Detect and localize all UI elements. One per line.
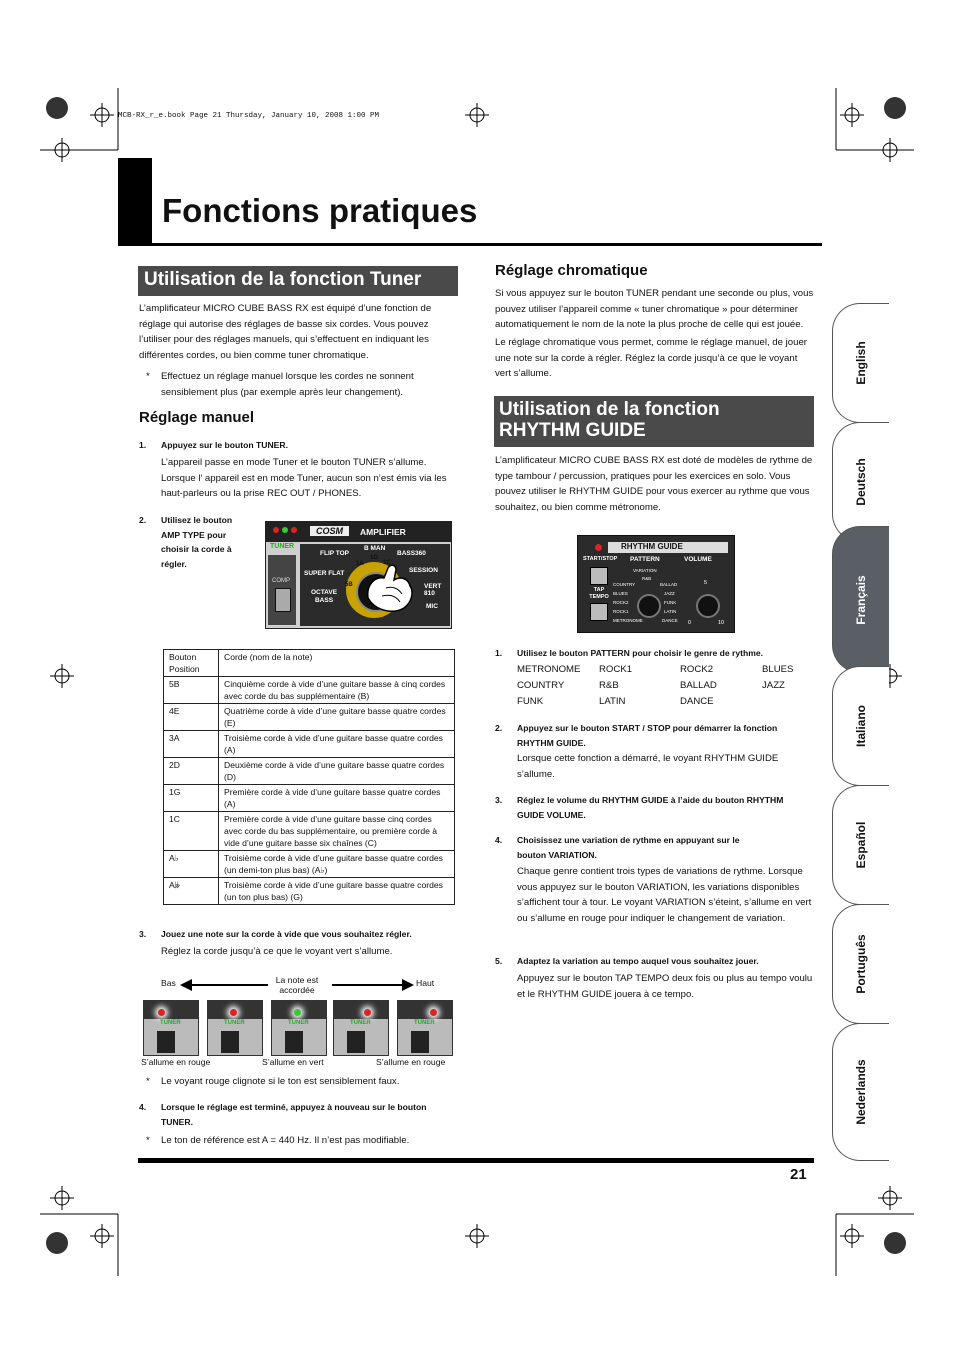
amp-session: SESSION: [409, 567, 438, 574]
cosm-logo: COSM: [310, 526, 349, 536]
tab-espanol-label: Español: [854, 821, 868, 869]
table-cell-position: 5B: [164, 677, 219, 704]
table-cell-string: Troisième corde à vide d’une guitare basse quatre cordes (A): [219, 731, 455, 758]
table-cell-string: Cinquième corde à vide d’une guitare basse à cinq cordes avec corde du bas supplémentaire (B): [219, 677, 455, 704]
tuner-small-label: TUNER: [160, 1020, 181, 1026]
r-step4-title: Choisissez une variation de rythme en appuyant sur le bouton VARIATION.: [517, 835, 740, 860]
rhythm-p1: L’amplificateur MICRO CUBE BASS RX est doté de modèles de rythme de type tambour / percussion, pratiques pour les exercices en solo. Vous pouvez utiliser le RHYTHM GUIDE pour vous exercer au rythme que vous souhaitez, ou bien comme métronome.: [495, 455, 813, 513]
footer-rule: [138, 1158, 814, 1163]
tuner-intro: L’amplificateur MICRO CUBE BASS RX est équipé d’une fonction de réglage qui autorise des réglages de basse six cordes. Vous pouvez l’utiliser pour des réglages manuels, qui s’effectuent en indiquant les différentes cordes, ou bien comme tuner chromatique.: [139, 303, 432, 361]
step3-number: 3.: [139, 929, 147, 939]
table-cell-position: 2D: [164, 758, 219, 785]
table-cell-string: Deuxième corde à vide d’une guitare basse quatre cordes (D): [219, 758, 455, 785]
chromatic-heading: Réglage chromatique: [495, 262, 648, 279]
tab-english-label: English: [854, 341, 868, 385]
tab-francais-label: Français: [854, 574, 868, 625]
label-red-left: S’allume en rouge: [141, 1057, 211, 1067]
tuner-small-label: TUNER: [350, 1020, 371, 1026]
table-row: [164, 758, 455, 785]
rhythm-rock1: ROCK1: [613, 609, 629, 614]
volume-knob: [696, 594, 720, 618]
genre-item: DANCE: [680, 696, 714, 707]
rhythm-dance: DANCE: [662, 618, 678, 623]
r-step1-number: 1.: [495, 648, 503, 658]
arrow-right-icon: [332, 978, 414, 992]
label-bas: Bas: [161, 978, 176, 988]
table-row: [164, 812, 455, 851]
chromatic-p2: Le réglage chromatique vous permet, comme le réglage manuel, de jouer une note sur la corde à régler. Réglez la corde jusqu’à ce que le voyant vert s’allume.: [495, 337, 807, 379]
step1-number: 1.: [139, 440, 147, 450]
table-row: [164, 731, 455, 758]
r-step5-body: Appuyez sur le bouton TAP TEMPO deux fois ou plus au tempo voulu et le RHYTHM GUIDE jouera à ce tempo.: [517, 973, 813, 1000]
table-cell-string: Troisième corde à vide d’une guitare basse quatre cordes (un demi-ton plus bas) (A♭): [219, 851, 455, 878]
rhythm-panel-illustration: [577, 535, 735, 633]
table-cell-position: 1C: [164, 812, 219, 851]
table-cell-position: 4E: [164, 704, 219, 731]
rhythm-heading-line2: RHYTHM GUIDE: [499, 420, 646, 441]
led-red: [273, 527, 279, 533]
led-red-lit: [158, 1009, 165, 1016]
tap-tempo-button: [590, 603, 608, 621]
label-haut: Haut: [416, 978, 435, 988]
step3-body: Réglez la corde jusqu’à ce que le voyant vert s’allume.: [161, 946, 393, 957]
amp-b-man: B MAN: [364, 545, 386, 552]
tab-nederlands[interactable]: [832, 1023, 889, 1161]
arrow-left-icon: [180, 978, 270, 992]
table-cell-position: A♭: [164, 851, 219, 878]
r-step4-body: Chaque genre contient trois types de variations de rythme. Lorsque vous appuyez sur le bouton VARIATION, les variations disponibles s’affichent tour à tour. Le voyant VARIATION s’éteint, s’allume en vert ou s’allume en rouge pour indiquer le changement de variation.: [517, 866, 812, 924]
rhythm-latin: LATIN: [664, 609, 677, 614]
tuner-note1: Effectuez un réglage manuel lorsque les cordes ne sonnent sensiblement plus (par exemple après leur changement).: [161, 371, 414, 398]
genre-item: ROCK2: [680, 664, 714, 675]
table-cell-position: A𝄫: [164, 878, 219, 905]
volume-10: 10: [718, 620, 725, 626]
header-slug: MCB-RX_r_e.book Page 21 Thursday, January 10, 2008 1:00 PM: [118, 112, 380, 120]
table-cell-string: Première corde à vide d’une guitare basse cinq cordes avec corde du bas supplémentaire, ou première corde à vide d’une guitare basse six chaînes (C): [219, 812, 455, 851]
genre-item: JAZZ: [762, 680, 785, 691]
r-step5-title: Adaptez la variation au tempo auquel vous souhaitez jouer.: [517, 956, 759, 966]
tuner-small-label: TUNER: [288, 1020, 309, 1026]
rhythm-title: RHYTHM GUIDE: [621, 542, 683, 551]
amp-flip-top: FLIP TOP: [320, 550, 350, 557]
rhythm-metronome: METRONOME: [613, 618, 643, 623]
pattern-knob: [637, 594, 661, 618]
rhythm-blues: BLUES: [613, 591, 628, 596]
r-step3-number: 3.: [495, 795, 503, 805]
step2-title: Utilisez le bouton AMP TYPE pour choisir la corde à régler.: [161, 515, 233, 569]
tuner-label: TUNER: [270, 543, 295, 550]
tab-espanol[interactable]: [832, 785, 889, 905]
tuner-state-1: [143, 1000, 199, 1056]
rhythm-heading: [494, 396, 814, 447]
table-row: [164, 878, 455, 905]
tuner-state-3: [271, 1000, 327, 1056]
rhythm-pattern: PATTERN: [630, 556, 660, 563]
tuner-note2: Le voyant rouge clignote si le ton est sensiblement faux.: [161, 1076, 400, 1087]
rhythm-jazz: JAZZ: [664, 591, 675, 596]
rhythm-rb: R&B: [642, 576, 652, 581]
label-red-right: S’allume en rouge: [376, 1057, 446, 1067]
tuner-state-4: [333, 1000, 389, 1056]
comp-button: [275, 588, 291, 612]
manual-heading: Réglage manuel: [139, 409, 255, 426]
tab-portugues-label: Português: [854, 934, 868, 994]
tuner-note1-bullet: *: [146, 371, 150, 382]
rhythm-volume: VOLUME: [684, 556, 712, 563]
page-number: 21: [790, 1166, 807, 1183]
table-row: [164, 851, 455, 878]
table-cell-string: Quatrième corde à vide d’une guitare basse quatre cordes (E): [219, 704, 455, 731]
rhythm-variation: VARIATION: [633, 568, 657, 573]
amplifier-label: AMPLIFIER: [360, 527, 406, 537]
amp-panel-illustration: [265, 521, 452, 629]
r-step2-number: 2.: [495, 723, 503, 733]
genre-item: R&B: [599, 680, 619, 691]
tuner-small-label: TUNER: [414, 1020, 435, 1026]
tuner-heading: [138, 266, 458, 296]
amp-mic: MIC: [426, 603, 438, 610]
tab-deutsch[interactable]: [832, 422, 889, 542]
table-header-cell: Corde (nom de la note): [219, 650, 455, 677]
tab-italiano-label: Italiano: [854, 704, 868, 748]
genre-item: LATIN: [599, 696, 626, 707]
genre-item: METRONOME: [517, 664, 581, 675]
tab-francais[interactable]: [832, 526, 889, 673]
page-title: Fonctions pratiques: [162, 192, 478, 229]
tuner-state-2: [207, 1000, 263, 1056]
genre-item: BALLAD: [680, 680, 717, 691]
table-row: [164, 785, 455, 812]
step2-number: 2.: [139, 515, 147, 525]
table-row: [164, 677, 455, 704]
step1-title: Appuyez sur le bouton TUNER.: [161, 440, 288, 450]
tab-portugues[interactable]: [832, 904, 889, 1024]
r-step2-title: Appuyez sur le bouton START / STOP pour démarrer la fonction RHYTHM GUIDE.: [517, 723, 778, 748]
tab-deutsch-label: Deutsch: [854, 458, 868, 506]
start-stop-button: [590, 567, 608, 585]
hand-icon: [362, 562, 422, 614]
amp-k1c: 1C: [383, 560, 391, 566]
table-cell-position: 3A: [164, 731, 219, 758]
amp-super-flat: SUPER FLAT: [304, 570, 345, 577]
led-red-2: [291, 527, 297, 533]
table-cell-string: Première corde à vide d’une guitare basse quatre cordes (A): [219, 785, 455, 812]
amp-octave-bass: OCTAVE BASS: [310, 589, 338, 604]
label-green: S’allume en vert: [262, 1057, 324, 1067]
led-red-blink: [364, 1009, 371, 1016]
amp-bass360: BASS360: [397, 550, 426, 557]
title-bar-marker: [118, 158, 152, 246]
table-row: [164, 704, 455, 731]
genre-item: FUNK: [517, 696, 544, 707]
r-step5-number: 5.: [495, 956, 503, 966]
rhythm-ballad: BALLAD: [660, 582, 678, 587]
rhythm-country: COUNTRY: [613, 582, 636, 587]
tab-nederlands-label: Nederlands: [854, 1059, 868, 1125]
amp-k1g: 1G: [370, 555, 379, 561]
tuner-state-5: [397, 1000, 453, 1056]
rhythm-rock2: ROCK2: [613, 600, 629, 605]
r-step1-title: Utilisez le bouton PATTERN pour choisir le genre de rythme.: [517, 648, 764, 658]
title-rule: [118, 243, 822, 246]
rhythm-start-stop: START/STOP: [583, 556, 618, 562]
genre-item: BLUES: [762, 664, 794, 675]
table-cell-string: Troisième corde à vide d’une guitare basse quatre cordes (un ton plus bas) (G): [219, 878, 455, 905]
r-step3-title: Réglez le volume du RHYTHM GUIDE à l’aide du bouton RHYTHM GUIDE VOLUME.: [517, 795, 784, 820]
r-step4-number: 4.: [495, 835, 503, 845]
volume-0: 0: [688, 620, 692, 626]
tab-italiano[interactable]: [832, 666, 889, 786]
rhythm-tap-tempo: TAP TEMPO: [589, 587, 609, 600]
step4-number: 4.: [139, 1102, 147, 1112]
amp-k5b: 5B: [345, 582, 353, 588]
table-cell-position: 1G: [164, 785, 219, 812]
rhythm-heading-line1: Utilisation de la fonction: [499, 399, 720, 420]
led-red-lit: [430, 1009, 437, 1016]
amp-vert: VERT 810: [424, 583, 442, 597]
genre-item: COUNTRY: [517, 680, 565, 691]
amp-k1a: 1A: [356, 561, 364, 567]
comp-label: COMP: [272, 578, 290, 584]
tab-english[interactable]: [832, 303, 889, 423]
genre-item: ROCK1: [599, 664, 633, 675]
r-step2-body: Lorsque cette fonction a démarré, le voyant RHYTHM GUIDE s’allume.: [517, 753, 779, 780]
label-accordee: La note est accordée: [275, 975, 319, 995]
rhythm-led: [595, 544, 602, 551]
led-red-blink: [230, 1009, 237, 1016]
step1-body: L’appareil passe en mode Tuner et le bouton TUNER s’allume. Lorsque l’ appareil est en mode Tuner, aucun son n’est émis via les haut-parleurs ou la prise REC OUT / PHONES.: [161, 457, 447, 499]
note2-bullet: *: [146, 1076, 150, 1087]
tuner-note3: Le ton de référence est A = 440 Hz. Il n’est pas modifiable.: [161, 1135, 410, 1146]
step4-title: Lorsque le réglage est terminé, appuyez à nouveau sur le bouton TUNER.: [161, 1102, 427, 1127]
led-green-lit: [294, 1009, 301, 1016]
led-green: [282, 527, 288, 533]
step3-title: Jouez une note sur la corde à vide que vous souhaitez régler.: [161, 929, 412, 939]
table-header-cell: Bouton Position: [164, 650, 219, 677]
chromatic-p1: Si vous appuyez sur le bouton TUNER pendant une seconde ou plus, vous pouvez utiliser l’appareil comme « tuner chromatique » pour déterminer automatiquement le nom de la note la plus proche de celle qui est jouée.: [495, 288, 814, 330]
string-table: [163, 649, 455, 905]
tuner-small-label: TUNER: [224, 1020, 245, 1026]
volume-5: 5: [704, 580, 708, 586]
note3-bullet: *: [146, 1135, 150, 1146]
table-header-row: [164, 650, 455, 677]
rhythm-funk: FUNK: [664, 600, 677, 605]
tuner-heading-text: Utilisation de la fonction Tuner: [144, 269, 422, 290]
